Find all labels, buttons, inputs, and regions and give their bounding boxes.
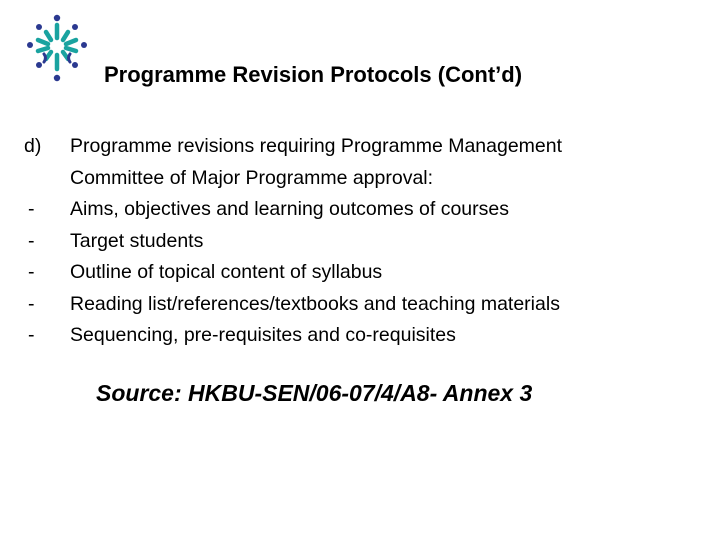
- bullet-dash: -: [28, 261, 35, 283]
- bullet-text: Target students: [70, 229, 204, 252]
- list-marker: d): [24, 135, 42, 157]
- bullet-item: [24, 226, 704, 258]
- bullet-dash: -: [28, 292, 35, 315]
- bullet-item: [24, 257, 704, 289]
- university-logo-icon: [24, 14, 90, 86]
- list-item-text: Committee of Major Programme approval:: [70, 166, 434, 189]
- bullet-dash: -: [28, 229, 35, 252]
- bullet-dash: -: [28, 324, 35, 346]
- slide-body: [24, 131, 704, 352]
- bullet-text: Reading list/references/textbooks and teaching materials: [70, 292, 560, 315]
- bullet-text: Aims, objectives and learning outcomes of courses: [70, 198, 509, 220]
- bullet-dash: -: [28, 198, 35, 220]
- bullet-text: Sequencing, pre-requisites and co-requisites: [70, 324, 456, 346]
- bullet-text: Outline of topical content of syllabus: [70, 261, 383, 283]
- source-citation: Source: HKBU-SEN/06-07/4/A8- Annex 3: [96, 380, 533, 406]
- list-item-text: Programme revisions requiring Programme Management: [70, 135, 563, 157]
- bullet-item: [24, 194, 704, 226]
- list-item-main: [24, 131, 704, 163]
- list-item-main-continued: [24, 163, 704, 195]
- bullet-item: [24, 289, 704, 321]
- bullet-item: [24, 320, 704, 352]
- slide-title: Programme Revision Protocols (Cont’d): [104, 62, 523, 87]
